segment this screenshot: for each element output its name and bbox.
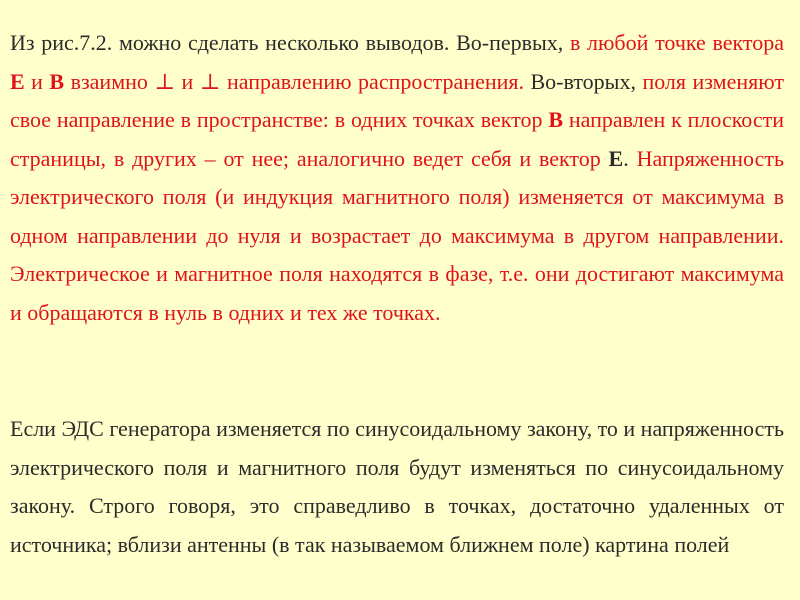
paragraph-conclusions bbox=[10, 24, 784, 332]
p1-second-point: Во-вторых, bbox=[524, 68, 636, 94]
paragraph-emf: Если ЭДС генератора изменяется по синусоидальному закону, то и напряженность электрического поля и магнитного поля будут изменяться по синусоидальному закону. Строго говоря, это справедливо в точках, достаточно удаленных от источника; вблизи антенны (в так называемом ближнем поле) картина полей bbox=[10, 416, 784, 557]
vector-e-symbol-2: E bbox=[608, 145, 624, 171]
p1-perpendicular-text: в любой точке вектора E и B взаимно ⊥ и ⊥ направлению распространения. bbox=[10, 30, 784, 94]
p1-intro-text: Из рис.7.2. можно сделать несколько выводов. Во-первых, bbox=[10, 30, 564, 55]
p1-intensity-text: Напряженность электрического поля (и индукция магнитного поля) изменяется от максимума в одном направлении до нуля и возрастает до максимума в другом направлении. Электрическое и магнитное поля находятся в фазе, т.е. они достигают максимума и обращаются в нуль в одних и тех же точках. bbox=[10, 145, 785, 325]
p1-vector-e-tail: E. bbox=[608, 145, 637, 171]
vector-b-symbol-2: B bbox=[548, 107, 564, 132]
vector-e-symbol: E bbox=[10, 68, 25, 94]
p1-direction-text: поля изменяют свое направление в пространстве: в одних точках вектор B направлен к плоскости страницы, в других – от нее; аналогично ведет себя и вектор bbox=[10, 68, 784, 171]
vector-b-symbol: B bbox=[49, 68, 65, 94]
